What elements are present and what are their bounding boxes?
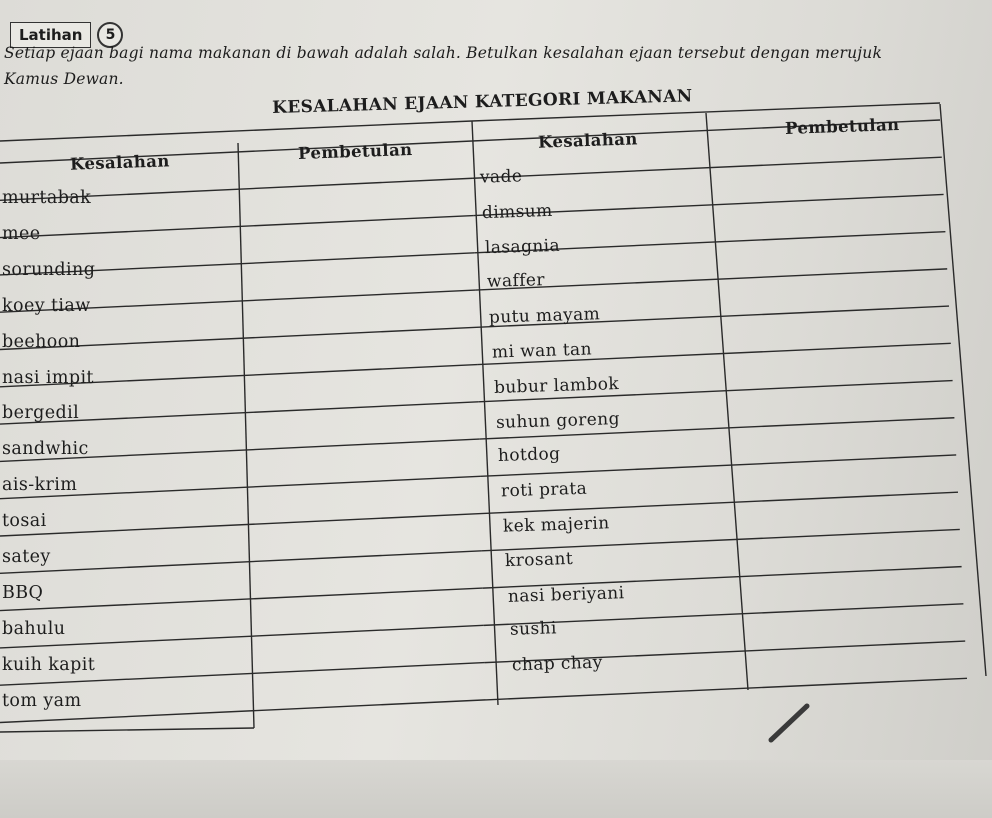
pen-stroke-mark [765, 698, 815, 748]
left-row-line [0, 216, 474, 238]
wrong-spelling-left: sandwhic [2, 439, 89, 460]
wrong-spelling-right: kek majerin [502, 513, 610, 537]
wrong-spelling-right: nasi beriyani [507, 582, 625, 607]
table-title: KESALAHAN EJAAN KATEGORI MAKANAN [272, 86, 693, 118]
wrong-spelling-right: lasagnia [484, 235, 560, 258]
left-row-line [0, 551, 482, 573]
left-header-top-line [0, 121, 472, 141]
wrong-spelling-left: bahulu [2, 618, 66, 639]
exercise-number-badge: 5 [97, 22, 123, 48]
wrong-spelling-right: sushi [509, 618, 557, 641]
column-divider-line [238, 143, 254, 728]
wrong-spelling-left: nasi impit [2, 367, 94, 388]
wrong-spelling-left: murtabak [2, 188, 92, 208]
wrong-spelling-right: chap chay [511, 652, 604, 676]
wrong-spelling-left: ais-krim [2, 475, 78, 496]
wrong-spelling-right: vade [479, 166, 523, 188]
wrong-spelling-left: BBQ [2, 582, 44, 603]
left-row-line [0, 514, 481, 536]
left-row-line [0, 625, 484, 648]
right-row-line [486, 678, 968, 700]
wrong-spelling-right: hotdog [498, 444, 562, 467]
wrong-spelling-right: roti prata [500, 478, 588, 502]
wrong-spelling-left: tom yam [2, 690, 82, 711]
column-header-left-wrong: Kesalahan [69, 151, 171, 174]
column-divider-line [706, 113, 748, 690]
column-header-right-fix: Pembetulan [784, 115, 900, 138]
wrong-spelling-left: sorunding [2, 259, 96, 280]
wrong-spelling-right: krosant [504, 548, 574, 571]
wrong-spelling-right: mi wan tan [491, 339, 592, 363]
column-header-right-wrong: Kesalahan [537, 129, 639, 152]
wrong-spelling-left: tosai [2, 511, 47, 532]
instruction-text: Setiap ejaan bagi nama makanan di bawah adalah salah. Betulkan kesalahan ejaan tersebut dengan merujuk Kamus Dewan. [4, 44, 883, 88]
column-header-left-fix: Pembetulan [297, 140, 413, 163]
wrong-spelling-right: waffer [486, 270, 546, 293]
column-divider-line [940, 104, 986, 676]
page-bottom-edge [0, 760, 992, 818]
wrong-spelling-right: suhun goreng [495, 408, 621, 433]
right-row-line [473, 157, 942, 178]
exercise-title: Latihan [10, 22, 91, 48]
right-row-line [476, 269, 948, 293]
wrong-spelling-right: dimsum [482, 200, 554, 223]
wrong-spelling-left: mee [2, 223, 41, 244]
left-bottom-line [0, 728, 254, 732]
wrong-spelling-right: putu mayam [488, 304, 601, 328]
wrong-spelling-left: koey tiaw [2, 295, 91, 316]
wrong-spelling-right: bubur lambok [493, 373, 620, 398]
wrong-spelling-left: bergedil [2, 403, 80, 424]
left-row-line [0, 588, 483, 611]
wrong-spelling-left: satey [2, 547, 51, 567]
wrong-spelling-left: kuih kapit [2, 654, 96, 675]
wrong-spelling-left: beehoon [2, 331, 81, 352]
